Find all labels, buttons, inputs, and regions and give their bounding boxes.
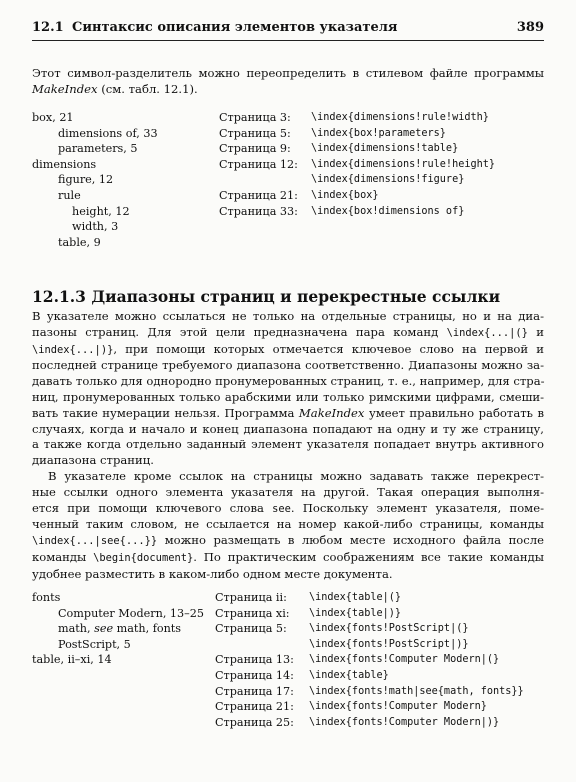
text-line: В указателе кроме ссылок на страницы можно задавать также перекрест- bbox=[48, 469, 544, 483]
text-line: ченный таким словом, не ссылается на номер какой-либо страницы, команды bbox=[32, 517, 544, 532]
index-command: \index{fonts!Computer Modern|)} bbox=[309, 716, 500, 728]
index-command: \index{dimensions!rule!height} bbox=[311, 158, 496, 170]
section-heading: 12.1.3 Диапазоны страниц и перекрестные ссылки bbox=[32, 287, 501, 306]
index-entry: box, 21 bbox=[32, 111, 74, 124]
index-command: \index{box!dimensions of} bbox=[311, 205, 465, 217]
index-entry: table, 9 bbox=[58, 235, 101, 249]
index-command: \index{fonts!Computer Modern} bbox=[309, 701, 487, 713]
text-line: ниц, пронумерованных только арабскими или только римскими цифрами, смеши- bbox=[32, 389, 544, 404]
index-command: \index{dimensions!table} bbox=[311, 143, 459, 155]
index-command: \index{dimensions!rule!width} bbox=[311, 112, 489, 123]
text-line: ется при помощи ключевого слова see. Поскольку элемент указателя, поме- bbox=[32, 500, 544, 515]
index-entry: Computer Modern, 13–25 bbox=[58, 606, 204, 620]
index-command: \index{fonts!PostScript|)} bbox=[309, 638, 469, 650]
index-entry: table, ii–xi, 14 bbox=[32, 653, 112, 667]
index-command: \index{table} bbox=[309, 669, 389, 681]
text-line: давать только для однородно пронумерованных страниц, т. е., например, для стра- bbox=[32, 374, 545, 389]
page-label bbox=[215, 637, 294, 653]
example1-index-entries bbox=[32, 110, 158, 250]
page-label: Страница 13: bbox=[215, 653, 294, 667]
page-label: Страница 21: bbox=[219, 188, 298, 202]
index-command: \index{dimensions!figure} bbox=[311, 174, 465, 186]
page-label: Страница 25: bbox=[215, 715, 294, 729]
page-label: Страница 5: bbox=[219, 126, 291, 140]
text-line: случаях, когда и начало и конец диапазона попадают на одну и ту же страницу, bbox=[32, 421, 544, 436]
intro-paragraph bbox=[32, 66, 544, 98]
text-line: \index{...|)}, при помощи которых отмечается ключевое слово на первой и bbox=[32, 341, 544, 356]
text-line: вать такие нумерации нельзя. Программа MakeIndex умеет правильно работать в bbox=[32, 405, 544, 420]
index-entry: rule bbox=[58, 188, 81, 202]
running-header bbox=[32, 16, 544, 41]
header-section-number: 12.1 bbox=[32, 20, 64, 35]
index-command: \index{fonts!math|see{math, fonts}} bbox=[309, 685, 524, 697]
page-label: Страница 33: bbox=[219, 204, 298, 218]
page-label: Страница xi: bbox=[215, 606, 290, 620]
page-label: Страница 21: bbox=[215, 700, 294, 714]
page-label: Страница 5: bbox=[215, 622, 287, 636]
index-command: \index{table|(} bbox=[309, 592, 402, 603]
header-page-number: 389 bbox=[516, 20, 544, 35]
text-line: В указателе можно ссылаться не только на отдельные страницы, но и на диа- bbox=[32, 309, 544, 323]
index-command: \index{fonts!PostScript|(} bbox=[309, 623, 469, 635]
page-label: Страница 9: bbox=[219, 142, 291, 156]
index-entry: height, 12 bbox=[72, 204, 130, 218]
header-title: Синтаксис описания элементов указателя bbox=[72, 20, 398, 35]
page-label: Страница 3: bbox=[219, 111, 291, 124]
index-entry: math, see math, fonts bbox=[58, 622, 182, 636]
text-line: MakeIndex (см. табл. 12.1). bbox=[32, 81, 198, 96]
text-line: последней странице требуемого диапазона соответственно. Диапазоны можно за- bbox=[32, 358, 544, 373]
text-line: диапазона страниц. bbox=[32, 453, 154, 468]
page-label: Страница 17: bbox=[215, 684, 294, 698]
index-command: \index{box} bbox=[311, 189, 379, 201]
index-entry: dimensions bbox=[32, 157, 97, 171]
index-entry: width, 3 bbox=[72, 220, 119, 234]
index-command: \index{fonts!Computer Modern|(} bbox=[309, 654, 500, 666]
index-command: \index{box!parameters} bbox=[311, 127, 446, 139]
example1-page-labels bbox=[219, 110, 298, 219]
text-line: ные ссылки одного элемента указателя на другой. Такая операция выполня- bbox=[32, 484, 544, 499]
text-line: \index{...|see{...}} можно размещать в любом месте исходного файла после bbox=[32, 533, 544, 548]
example2-index-entries bbox=[32, 590, 204, 668]
index-command: \index{table|)} bbox=[309, 607, 402, 619]
page-label: Страница ii: bbox=[215, 591, 287, 604]
paragraph-page-ranges bbox=[32, 309, 544, 469]
page-label: Страница 14: bbox=[215, 668, 294, 682]
example2-page-labels bbox=[215, 590, 294, 730]
index-entry: dimensions of, 33 bbox=[58, 126, 158, 140]
page-label bbox=[219, 172, 298, 188]
index-entry: parameters, 5 bbox=[58, 142, 138, 156]
index-entry: figure, 12 bbox=[58, 173, 114, 187]
example1-commands bbox=[311, 110, 495, 219]
text-line: пазоны страниц. Для этой цели предназначена пара команд \index{...|(} и bbox=[32, 324, 544, 339]
text-line: а также когда отдельно заданный элемент указателя попадает внутрь активного bbox=[32, 437, 544, 452]
text-line: Этот символ-разделитель можно переопределить в стилевом файле программы bbox=[32, 66, 544, 80]
example2-commands bbox=[309, 590, 524, 730]
index-entry: PostScript, 5 bbox=[58, 637, 131, 651]
text-line: команды \begin{document}. По практическим соображениям все такие команды bbox=[32, 549, 545, 564]
text-line: удобнее разместить в каком-либо одном месте документа. bbox=[32, 566, 393, 581]
page-label: Страница 12: bbox=[219, 157, 298, 171]
index-entry: fonts bbox=[32, 591, 61, 604]
paragraph-cross-references bbox=[32, 469, 544, 583]
